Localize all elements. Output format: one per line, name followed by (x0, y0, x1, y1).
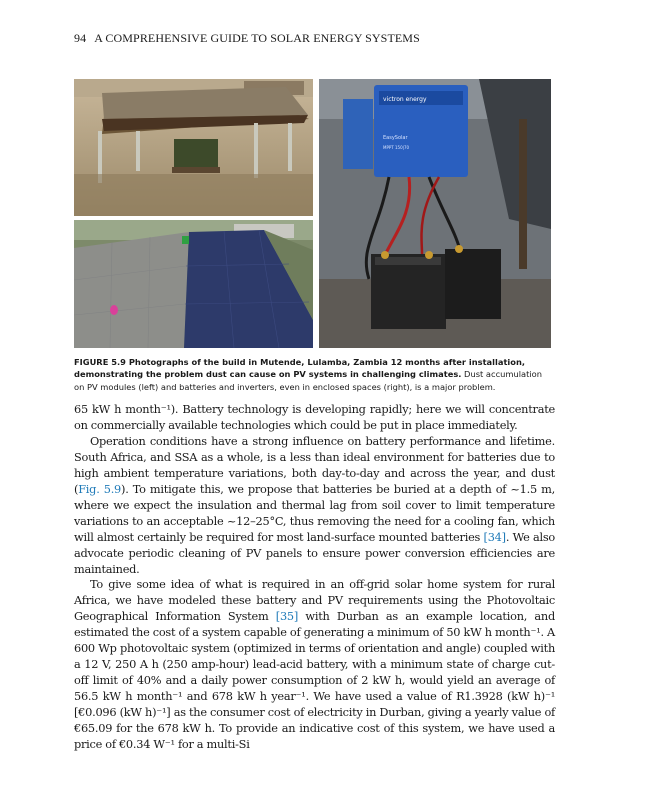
photo-pv-roof-structure (74, 79, 313, 216)
citation-link-34[interactable]: [34] (483, 529, 506, 544)
paragraph-2-text-a: Operation conditions have a strong influence on battery performance and lifetime. South Africa, and SSA as a whole, is a less than ideal environment for batteries due to high ambient temperature variations, both day-to-day and across the year, and dust ( (74, 433, 555, 496)
figure-caption-description: Dust accumulation on PV modules (left) and batteries and inverters, even in enclosed spaces (right), is a major problem. (74, 369, 543, 392)
figure-caption (74, 356, 554, 393)
page-number: 94 (74, 31, 87, 45)
figure-reference-link[interactable]: Fig. 5.9 (78, 481, 122, 496)
paragraph-2-text-c: . We also advocate periodic cleaning of PV panels to ensure power conversion efficiencies are maintained. (74, 529, 555, 576)
paragraph-3-text-a: To give some idea of what is required in an off-grid solar home system for rural Africa, we have modeled these battery and PV requirements using the Photovoltaic Geographical Information System (74, 577, 555, 624)
charge-controller-label: MPPT 150|70 (383, 145, 410, 150)
paragraph-3-text-b: with Durban as an example location, and estimated the cost of a system capable of generating a minimum of 50 kW h month⁻¹. A 600 Wp photovoltaic system (optimized in terms of orientation and angle) coupled with a 12 V, 250 A h (250 amp-hour) lead-acid battery, with a minimum state of charge cut-off limit of 40% and a daily power consumption of 2 kW h, would yield an average of 56.5 kW h month⁻¹ and 678 kW h year⁻¹. We have used a value of R1.3928 (kW h)⁻¹ [€0.096 (kW h)⁻¹] as the consumer cost of electricity in Durban, giving a yearly value of €65.09 for the 678 kW h. To provide an indicative cost of this system, we have used a price of €0.34 W⁻¹ for a multi-Si (74, 609, 555, 752)
paragraph-2-text-b: ). To mitigate this, we propose that batteries be buried at a depth of ~1.5 m, where we expect the insulation and thermal lag from soil cover to limit temperature variations to an acceptable ~12–25°C, thus removing the need for a cooling fan, which will almost certainly be required for most land-surface mounted batteries (74, 481, 555, 544)
inverter-model-label: EasySolar (383, 135, 408, 141)
inverter-brand-label: victron energy (383, 96, 427, 103)
citation-link-35[interactable]: [35] (275, 609, 299, 624)
paragraph-3 (74, 577, 555, 752)
photo-dusty-pv-modules (74, 220, 313, 348)
figure-caption-title: FIGURE 5.9 Photographs of the build in Mutende, Lulamba, Zambia 12 months after installation, demonstrating the problem dust can cause on PV systems in challenging climates. (74, 357, 526, 380)
paragraph-1: 65 kW h month⁻¹). Battery technology is developing rapidly; here we will concentrate on commercially available technologies which could be put in place immediately. (74, 402, 555, 432)
paragraph-2 (74, 434, 555, 578)
book-title: A COMPREHENSIVE GUIDE TO SOLAR ENERGY SYSTEMS (94, 31, 420, 45)
body-text (74, 402, 555, 753)
photo-batteries-and-inverter (319, 79, 551, 348)
running-header (74, 31, 574, 46)
